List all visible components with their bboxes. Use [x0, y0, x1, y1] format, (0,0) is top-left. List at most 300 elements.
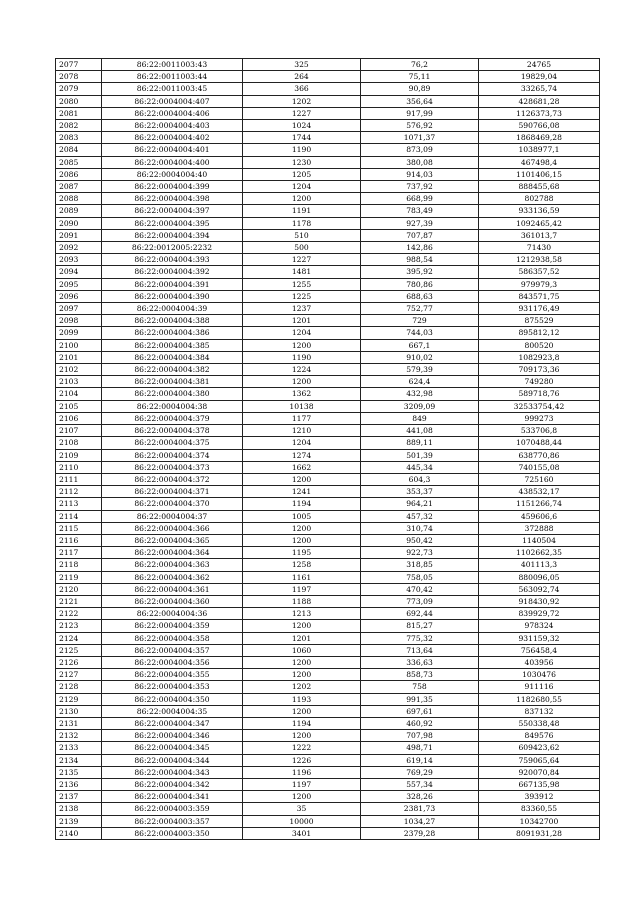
- rate-cell: 441,08: [361, 425, 479, 437]
- table-row: [56, 242, 600, 254]
- table-row: [56, 778, 600, 790]
- area-cell: 1662: [243, 461, 361, 473]
- rate-cell: 395,92: [361, 266, 479, 278]
- land-parcel-table: [55, 58, 600, 840]
- area-cell: 500: [243, 242, 361, 254]
- row-number-cell: 2129: [56, 693, 102, 705]
- table-row: [56, 400, 600, 412]
- rate-cell: 707,87: [361, 229, 479, 241]
- area-cell: 1213: [243, 608, 361, 620]
- value-cell: 467498,4: [479, 156, 600, 168]
- cadastral-number-cell: 86:22:0004004:361: [102, 583, 243, 595]
- value-cell: 911116: [479, 681, 600, 693]
- rate-cell: 697,61: [361, 705, 479, 717]
- rate-cell: 849: [361, 412, 479, 424]
- row-number-cell: 2090: [56, 217, 102, 229]
- table-row: [56, 498, 600, 510]
- rate-cell: 927,39: [361, 217, 479, 229]
- value-cell: 10342700: [479, 815, 600, 827]
- table-row: [56, 766, 600, 778]
- rate-cell: 688,63: [361, 290, 479, 302]
- rate-cell: 624,4: [361, 376, 479, 388]
- value-cell: 590766,08: [479, 120, 600, 132]
- row-number-cell: 2124: [56, 632, 102, 644]
- table-row: [56, 120, 600, 132]
- rate-cell: 988,54: [361, 254, 479, 266]
- rate-cell: 336,63: [361, 656, 479, 668]
- table-row: [56, 290, 600, 302]
- cadastral-number-cell: 86:22:0004004:364: [102, 547, 243, 559]
- area-cell: 1194: [243, 498, 361, 510]
- value-cell: 1126373,73: [479, 107, 600, 119]
- value-cell: 800520: [479, 339, 600, 351]
- rate-cell: 604,3: [361, 473, 479, 485]
- area-cell: 1362: [243, 388, 361, 400]
- rate-cell: 769,29: [361, 766, 479, 778]
- cadastral-number-cell: 86:22:0004004:392: [102, 266, 243, 278]
- rate-cell: 310,74: [361, 522, 479, 534]
- area-cell: 1237: [243, 303, 361, 315]
- area-cell: 1190: [243, 144, 361, 156]
- cadastral-number-cell: 86:22:0004004:347: [102, 717, 243, 729]
- area-cell: 1227: [243, 107, 361, 119]
- cadastral-number-cell: 86:22:0011003:44: [102, 71, 243, 83]
- area-cell: 1200: [243, 522, 361, 534]
- value-cell: 933136,59: [479, 205, 600, 217]
- table-row: [56, 608, 600, 620]
- row-number-cell: 2092: [56, 242, 102, 254]
- value-cell: 589718,76: [479, 388, 600, 400]
- area-cell: 1204: [243, 181, 361, 193]
- cadastral-number-cell: 86:22:0004004:406: [102, 107, 243, 119]
- row-number-cell: 2095: [56, 278, 102, 290]
- value-cell: 403956: [479, 656, 600, 668]
- rate-cell: 713,64: [361, 644, 479, 656]
- row-number-cell: 2128: [56, 681, 102, 693]
- table-row: [56, 693, 600, 705]
- table-row: [56, 376, 600, 388]
- rate-cell: 2379,28: [361, 827, 479, 839]
- value-cell: 586357,52: [479, 266, 600, 278]
- rate-cell: 964,21: [361, 498, 479, 510]
- rate-cell: 356,64: [361, 95, 479, 107]
- cadastral-number-cell: 86:22:0004004:394: [102, 229, 243, 241]
- cadastral-number-cell: 86:22:0004004:365: [102, 534, 243, 546]
- value-cell: 843571,75: [479, 290, 600, 302]
- row-number-cell: 2107: [56, 425, 102, 437]
- area-cell: 1230: [243, 156, 361, 168]
- row-number-cell: 2077: [56, 59, 102, 71]
- value-cell: 83360,55: [479, 803, 600, 815]
- cadastral-number-cell: 86:22:0004004:381: [102, 376, 243, 388]
- row-number-cell: 2140: [56, 827, 102, 839]
- value-cell: 802788: [479, 193, 600, 205]
- row-number-cell: 2102: [56, 364, 102, 376]
- row-number-cell: 2121: [56, 595, 102, 607]
- area-cell: 1188: [243, 595, 361, 607]
- table-row: [56, 681, 600, 693]
- value-cell: 749280: [479, 376, 600, 388]
- rate-cell: 773,09: [361, 595, 479, 607]
- cadastral-number-cell: 86:22:0004004:35: [102, 705, 243, 717]
- table-row: [56, 132, 600, 144]
- area-cell: 3401: [243, 827, 361, 839]
- cadastral-number-cell: 86:22:0004004:390: [102, 290, 243, 302]
- cadastral-number-cell: 86:22:0004004:356: [102, 656, 243, 668]
- cadastral-number-cell: 86:22:0004004:358: [102, 632, 243, 644]
- area-cell: 1205: [243, 168, 361, 180]
- value-cell: 1868469,28: [479, 132, 600, 144]
- value-cell: 740155,08: [479, 461, 600, 473]
- rate-cell: 917,99: [361, 107, 479, 119]
- rate-cell: 3209,09: [361, 400, 479, 412]
- rate-cell: 2381,73: [361, 803, 479, 815]
- table-row: [56, 656, 600, 668]
- table-row: [56, 791, 600, 803]
- value-cell: 709173,36: [479, 364, 600, 376]
- area-cell: 1005: [243, 510, 361, 522]
- row-number-cell: 2100: [56, 339, 102, 351]
- value-cell: 1070488,44: [479, 437, 600, 449]
- rate-cell: 432,98: [361, 388, 479, 400]
- row-number-cell: 2111: [56, 473, 102, 485]
- area-cell: 1202: [243, 681, 361, 693]
- row-number-cell: 2086: [56, 168, 102, 180]
- row-number-cell: 2118: [56, 559, 102, 571]
- area-cell: 1200: [243, 705, 361, 717]
- cadastral-number-cell: 86:22:0004004:401: [102, 144, 243, 156]
- rate-cell: 758: [361, 681, 479, 693]
- table-row: [56, 705, 600, 717]
- area-cell: 1210: [243, 425, 361, 437]
- table-row: [56, 168, 600, 180]
- value-cell: 1092465,42: [479, 217, 600, 229]
- area-cell: 1204: [243, 327, 361, 339]
- rate-cell: 668,99: [361, 193, 479, 205]
- row-number-cell: 2084: [56, 144, 102, 156]
- value-cell: 1082923,8: [479, 351, 600, 363]
- value-cell: 33265,74: [479, 83, 600, 95]
- table-row: [56, 156, 600, 168]
- table-row: [56, 254, 600, 266]
- rate-cell: 775,32: [361, 632, 479, 644]
- rate-cell: 991,35: [361, 693, 479, 705]
- area-cell: 1225: [243, 290, 361, 302]
- area-cell: 35: [243, 803, 361, 815]
- table-row: [56, 473, 600, 485]
- value-cell: 401113,3: [479, 559, 600, 571]
- table-row: [56, 193, 600, 205]
- row-number-cell: 2078: [56, 71, 102, 83]
- row-number-cell: 2081: [56, 107, 102, 119]
- rate-cell: 501,39: [361, 449, 479, 461]
- row-number-cell: 2104: [56, 388, 102, 400]
- row-number-cell: 2105: [56, 400, 102, 412]
- area-cell: 1222: [243, 742, 361, 754]
- row-number-cell: 2097: [56, 303, 102, 315]
- cadastral-number-cell: 86:22:0004003:359: [102, 803, 243, 815]
- row-number-cell: 2123: [56, 620, 102, 632]
- area-cell: 1197: [243, 778, 361, 790]
- rate-cell: 707,98: [361, 730, 479, 742]
- row-number-cell: 2103: [56, 376, 102, 388]
- table-row: [56, 632, 600, 644]
- rate-cell: 142,86: [361, 242, 479, 254]
- rate-cell: 470,42: [361, 583, 479, 595]
- value-cell: 849576: [479, 730, 600, 742]
- row-number-cell: 2094: [56, 266, 102, 278]
- rate-cell: 815,27: [361, 620, 479, 632]
- row-number-cell: 2138: [56, 803, 102, 815]
- table-row: [56, 181, 600, 193]
- table-row: [56, 266, 600, 278]
- area-cell: 325: [243, 59, 361, 71]
- area-cell: 1224: [243, 364, 361, 376]
- row-number-cell: 2136: [56, 778, 102, 790]
- row-number-cell: 2101: [56, 351, 102, 363]
- value-cell: 609423,62: [479, 742, 600, 754]
- cadastral-number-cell: 86:22:0004003:350: [102, 827, 243, 839]
- rate-cell: 318,85: [361, 559, 479, 571]
- table-row: [56, 315, 600, 327]
- rate-cell: 910,02: [361, 351, 479, 363]
- rate-cell: 1071,37: [361, 132, 479, 144]
- area-cell: 1196: [243, 766, 361, 778]
- value-cell: 837132: [479, 705, 600, 717]
- table-row: [56, 303, 600, 315]
- value-cell: 428681,28: [479, 95, 600, 107]
- value-cell: 372888: [479, 522, 600, 534]
- row-number-cell: 2110: [56, 461, 102, 473]
- area-cell: 1202: [243, 95, 361, 107]
- table-row: [56, 583, 600, 595]
- cadastral-number-cell: 86:22:0004004:384: [102, 351, 243, 363]
- area-cell: 1195: [243, 547, 361, 559]
- table-row: [56, 364, 600, 376]
- cadastral-number-cell: 86:22:0004004:398: [102, 193, 243, 205]
- rate-cell: 328,26: [361, 791, 479, 803]
- table-row: [56, 437, 600, 449]
- row-number-cell: 2134: [56, 754, 102, 766]
- value-cell: 999273: [479, 412, 600, 424]
- row-number-cell: 2115: [56, 522, 102, 534]
- cadastral-number-cell: 86:22:0004004:378: [102, 425, 243, 437]
- area-cell: 1193: [243, 693, 361, 705]
- row-number-cell: 2126: [56, 656, 102, 668]
- rate-cell: 353,37: [361, 486, 479, 498]
- value-cell: 1038977,1: [479, 144, 600, 156]
- rate-cell: 557,34: [361, 778, 479, 790]
- area-cell: 1200: [243, 534, 361, 546]
- area-cell: 1200: [243, 669, 361, 681]
- area-cell: 1177: [243, 412, 361, 424]
- area-cell: 264: [243, 71, 361, 83]
- area-cell: 1178: [243, 217, 361, 229]
- cadastral-number-cell: 86:22:0012005:2232: [102, 242, 243, 254]
- cadastral-number-cell: 86:22:0004004:344: [102, 754, 243, 766]
- cadastral-number-cell: 86:22:0004004:350: [102, 693, 243, 705]
- cadastral-number-cell: 86:22:0004004:371: [102, 486, 243, 498]
- table-row: [56, 522, 600, 534]
- row-number-cell: 2132: [56, 730, 102, 742]
- value-cell: 1212938,58: [479, 254, 600, 266]
- table-row: [56, 742, 600, 754]
- rate-cell: 576,92: [361, 120, 479, 132]
- cadastral-number-cell: 86:22:0004004:342: [102, 778, 243, 790]
- value-cell: 931176,49: [479, 303, 600, 315]
- cadastral-number-cell: 86:22:0004003:357: [102, 815, 243, 827]
- cadastral-number-cell: 86:22:0004004:38: [102, 400, 243, 412]
- value-cell: 459606,6: [479, 510, 600, 522]
- table-row: [56, 425, 600, 437]
- table-row: [56, 107, 600, 119]
- cadastral-number-cell: 86:22:0004004:399: [102, 181, 243, 193]
- value-cell: 918430,92: [479, 595, 600, 607]
- cadastral-number-cell: 86:22:0004004:357: [102, 644, 243, 656]
- area-cell: 1226: [243, 754, 361, 766]
- area-cell: 1200: [243, 620, 361, 632]
- value-cell: 8091931,28: [479, 827, 600, 839]
- rate-cell: 780,86: [361, 278, 479, 290]
- table-row: [56, 95, 600, 107]
- cadastral-number-cell: 86:22:0004004:363: [102, 559, 243, 571]
- area-cell: 1200: [243, 339, 361, 351]
- cadastral-number-cell: 86:22:0004004:366: [102, 522, 243, 534]
- area-cell: 510: [243, 229, 361, 241]
- table-row: [56, 59, 600, 71]
- rate-cell: 950,42: [361, 534, 479, 546]
- table-row: [56, 669, 600, 681]
- value-cell: 563092,74: [479, 583, 600, 595]
- value-cell: 667135,98: [479, 778, 600, 790]
- row-number-cell: 2120: [56, 583, 102, 595]
- value-cell: 32533754,42: [479, 400, 600, 412]
- rate-cell: 783,49: [361, 205, 479, 217]
- cadastral-number-cell: 86:22:0004004:359: [102, 620, 243, 632]
- table-row: [56, 644, 600, 656]
- rate-cell: 498,71: [361, 742, 479, 754]
- cadastral-number-cell: 86:22:0004004:385: [102, 339, 243, 351]
- table-row: [56, 339, 600, 351]
- value-cell: 1102662,35: [479, 547, 600, 559]
- area-cell: 1481: [243, 266, 361, 278]
- cadastral-number-cell: 86:22:0004004:400: [102, 156, 243, 168]
- cadastral-number-cell: 86:22:0004004:345: [102, 742, 243, 754]
- cadastral-number-cell: 86:22:0004004:355: [102, 669, 243, 681]
- area-cell: 1190: [243, 351, 361, 363]
- table-row: [56, 754, 600, 766]
- value-cell: 393912: [479, 791, 600, 803]
- rate-cell: 445,34: [361, 461, 479, 473]
- cadastral-number-cell: 86:22:0004004:373: [102, 461, 243, 473]
- cadastral-number-cell: 86:22:0011003:43: [102, 59, 243, 71]
- rate-cell: 737,92: [361, 181, 479, 193]
- area-cell: 1201: [243, 315, 361, 327]
- value-cell: 19829,04: [479, 71, 600, 83]
- area-cell: 1201: [243, 632, 361, 644]
- table-row: [56, 803, 600, 815]
- table-row: [56, 547, 600, 559]
- row-number-cell: 2083: [56, 132, 102, 144]
- value-cell: 1140504: [479, 534, 600, 546]
- value-cell: 880096,05: [479, 571, 600, 583]
- rate-cell: 457,32: [361, 510, 479, 522]
- rate-cell: 729: [361, 315, 479, 327]
- value-cell: 978324: [479, 620, 600, 632]
- cadastral-number-cell: 86:22:0004004:346: [102, 730, 243, 742]
- table-row: [56, 388, 600, 400]
- row-number-cell: 2131: [56, 717, 102, 729]
- value-cell: 1151266,74: [479, 498, 600, 510]
- rate-cell: 922,73: [361, 547, 479, 559]
- value-cell: 931159,32: [479, 632, 600, 644]
- cadastral-number-cell: 86:22:0004004:372: [102, 473, 243, 485]
- row-number-cell: 2137: [56, 791, 102, 803]
- rate-cell: 744,03: [361, 327, 479, 339]
- row-number-cell: 2088: [56, 193, 102, 205]
- row-number-cell: 2079: [56, 83, 102, 95]
- rate-cell: 692,44: [361, 608, 479, 620]
- area-cell: 1274: [243, 449, 361, 461]
- value-cell: 1030476: [479, 669, 600, 681]
- row-number-cell: 2119: [56, 571, 102, 583]
- cadastral-number-cell: 86:22:0004004:37: [102, 510, 243, 522]
- area-cell: 10000: [243, 815, 361, 827]
- rate-cell: 914,03: [361, 168, 479, 180]
- cadastral-number-cell: 86:22:0004004:380: [102, 388, 243, 400]
- row-number-cell: 2093: [56, 254, 102, 266]
- row-number-cell: 2114: [56, 510, 102, 522]
- row-number-cell: 2087: [56, 181, 102, 193]
- row-number-cell: 2082: [56, 120, 102, 132]
- area-cell: 1241: [243, 486, 361, 498]
- table-row: [56, 71, 600, 83]
- row-number-cell: 2139: [56, 815, 102, 827]
- rate-cell: 76,2: [361, 59, 479, 71]
- area-cell: 1060: [243, 644, 361, 656]
- area-cell: 1197: [243, 583, 361, 595]
- value-cell: 759065,64: [479, 754, 600, 766]
- area-cell: 1227: [243, 254, 361, 266]
- value-cell: 875529: [479, 315, 600, 327]
- cadastral-number-cell: 86:22:0004004:40: [102, 168, 243, 180]
- row-number-cell: 2089: [56, 205, 102, 217]
- table-row: [56, 449, 600, 461]
- table-row: [56, 534, 600, 546]
- area-cell: 1258: [243, 559, 361, 571]
- table-row: [56, 510, 600, 522]
- table-row: [56, 559, 600, 571]
- area-cell: 1161: [243, 571, 361, 583]
- row-number-cell: 2113: [56, 498, 102, 510]
- row-number-cell: 2106: [56, 412, 102, 424]
- value-cell: 71430: [479, 242, 600, 254]
- area-cell: 1200: [243, 473, 361, 485]
- cadastral-number-cell: 86:22:0004004:388: [102, 315, 243, 327]
- table-row: [56, 461, 600, 473]
- cadastral-number-cell: 86:22:0004004:375: [102, 437, 243, 449]
- area-cell: 1200: [243, 730, 361, 742]
- area-cell: 1024: [243, 120, 361, 132]
- row-number-cell: 2098: [56, 315, 102, 327]
- rate-cell: 752,77: [361, 303, 479, 315]
- row-number-cell: 2122: [56, 608, 102, 620]
- value-cell: 979979,3: [479, 278, 600, 290]
- table-row: [56, 412, 600, 424]
- row-number-cell: 2125: [56, 644, 102, 656]
- table-row: [56, 278, 600, 290]
- area-cell: 1200: [243, 193, 361, 205]
